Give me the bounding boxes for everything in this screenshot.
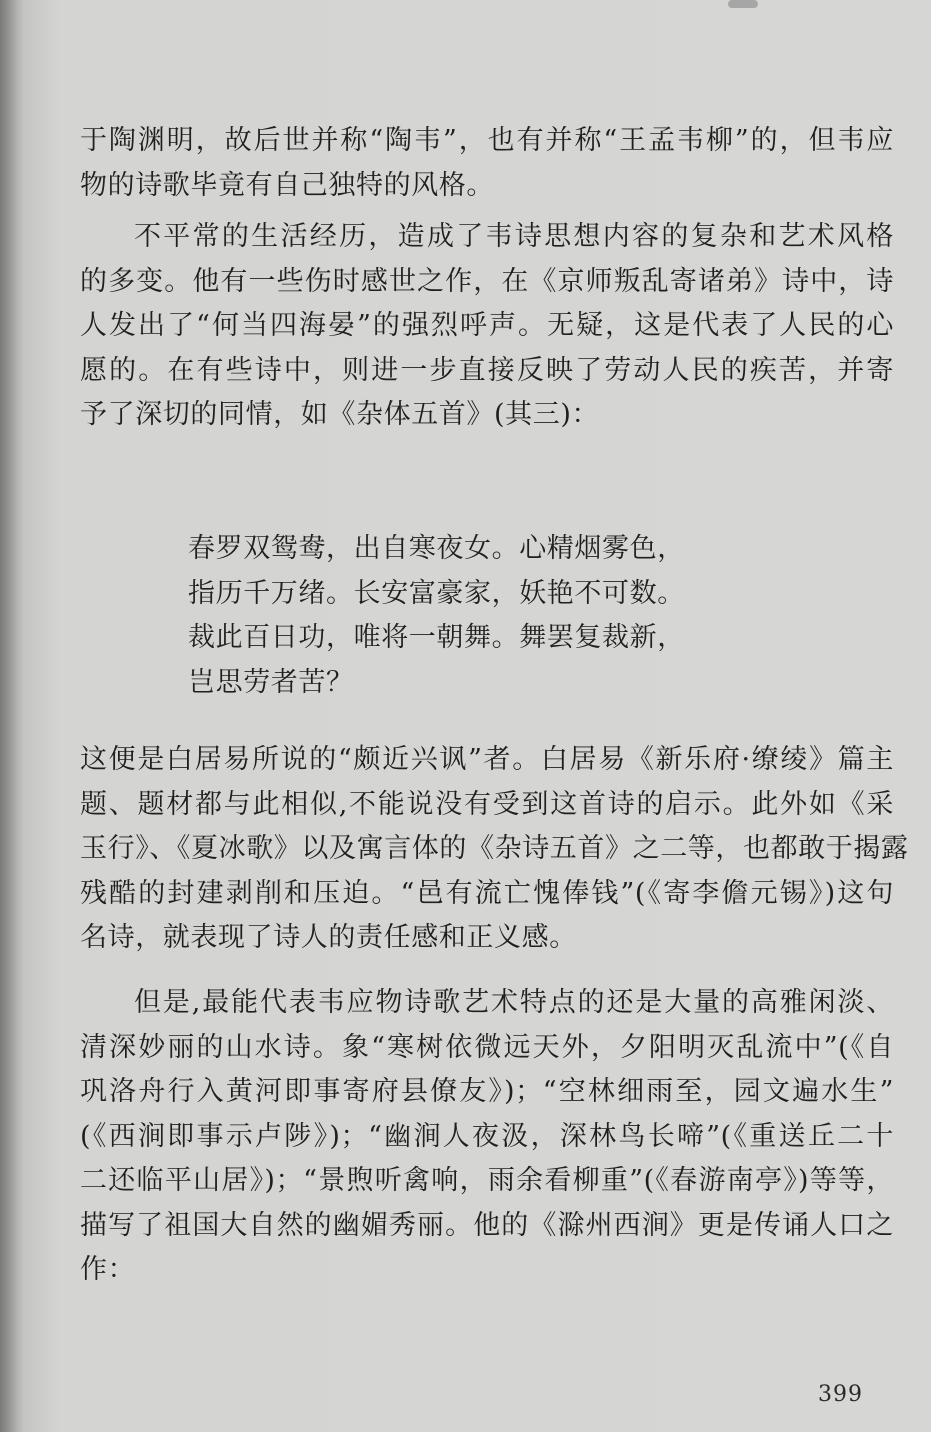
page-number: 399 bbox=[818, 1382, 863, 1407]
paragraph-line: 描写了祖国大自然的幽媚秀丽。他的《滁州西涧》更是传诵人口之 bbox=[80, 1209, 894, 1241]
paragraph-line: 作： bbox=[80, 1254, 136, 1285]
paragraph-line: 巩洛舟行入黄河即事寄府县僚友》)；“空林细雨至，园文遍水生” bbox=[80, 1076, 894, 1107]
poem-line: 裁此百日功，唯将一朝舞。舞罢复裁新， bbox=[188, 622, 685, 653]
binding-shadow bbox=[0, 0, 24, 1432]
paragraph-3 bbox=[80, 738, 909, 961]
paragraph-line: 玉行》、《夏冰歌》以及寓言体的《杂诗五首》之二等，也都敢于揭露 bbox=[80, 833, 909, 864]
print-mark bbox=[728, 0, 758, 8]
paragraph-1 bbox=[80, 119, 894, 208]
paragraph-line: 予了深切的同情，如《杂体五首》(其三)： bbox=[80, 399, 600, 430]
paragraph-line: 题、题材都与此相似,不能说没有受到这首诗的启示。此外如《采 bbox=[80, 788, 894, 820]
paragraph-line: 不平常的生活经历，造成了韦诗思想内容的复杂和艺术风格 bbox=[134, 221, 894, 252]
poem-line: 春罗双鸳鸯，出自寒夜女。心精烟雾色， bbox=[188, 533, 685, 564]
paragraph-line: 愿的。在有些诗中，则进一步直接反映了劳动人民的疾苦，并寄 bbox=[80, 354, 894, 386]
paragraph-line: 这便是白居易所说的“颇近兴讽”者。白居易《新乐府·缭绫》篇主 bbox=[80, 744, 894, 775]
poem-line: 岂思劳者苦？ bbox=[188, 666, 354, 698]
paragraph-line: 残酷的封建剥削和压迫。“邑有流亡愧俸钱”(《寄李儋元锡》)这句 bbox=[80, 877, 894, 909]
paragraph-line: 物的诗歌毕竟有自己独特的风格。 bbox=[80, 169, 494, 201]
paragraph-line: 于陶渊明，故后世并称“陶韦”，也有并称“王孟韦柳”的，但韦应 bbox=[80, 125, 894, 156]
paragraph-line: 名诗，就表现了诗人的责任感和正义感。 bbox=[80, 922, 577, 953]
paragraph-line: 但是,最能代表韦应物诗歌艺术特点的还是大量的高雅闲淡、 bbox=[134, 987, 894, 1018]
paragraph-line: 清深妙丽的山水诗。象“寒树依微远天外，夕阳明灭乱流中”(《自 bbox=[80, 1031, 894, 1063]
paragraph-line: 的多变。他有一些伤时感世之作，在《京师叛乱寄诸弟》诗中，诗 bbox=[80, 265, 894, 297]
paragraph-line: 二还临平山居》)；“景煦听禽响，雨余看柳重”(《春游南亭》)等等， bbox=[80, 1165, 894, 1196]
paragraph-4 bbox=[80, 981, 894, 1293]
paragraph-2 bbox=[80, 215, 894, 438]
poem-line: 指历千万绪。长安富豪家，妖艳不可数。 bbox=[188, 577, 685, 609]
paragraph-line: 人发出了“何当四海晏”的强烈呼声。无疑，这是代表了人民的心 bbox=[80, 310, 894, 341]
poem-quote bbox=[188, 527, 748, 705]
paragraph-line: (《西涧即事示卢陟》)；“幽涧人夜汲，深林鸟长啼”(《重送丘二十 bbox=[80, 1120, 894, 1152]
